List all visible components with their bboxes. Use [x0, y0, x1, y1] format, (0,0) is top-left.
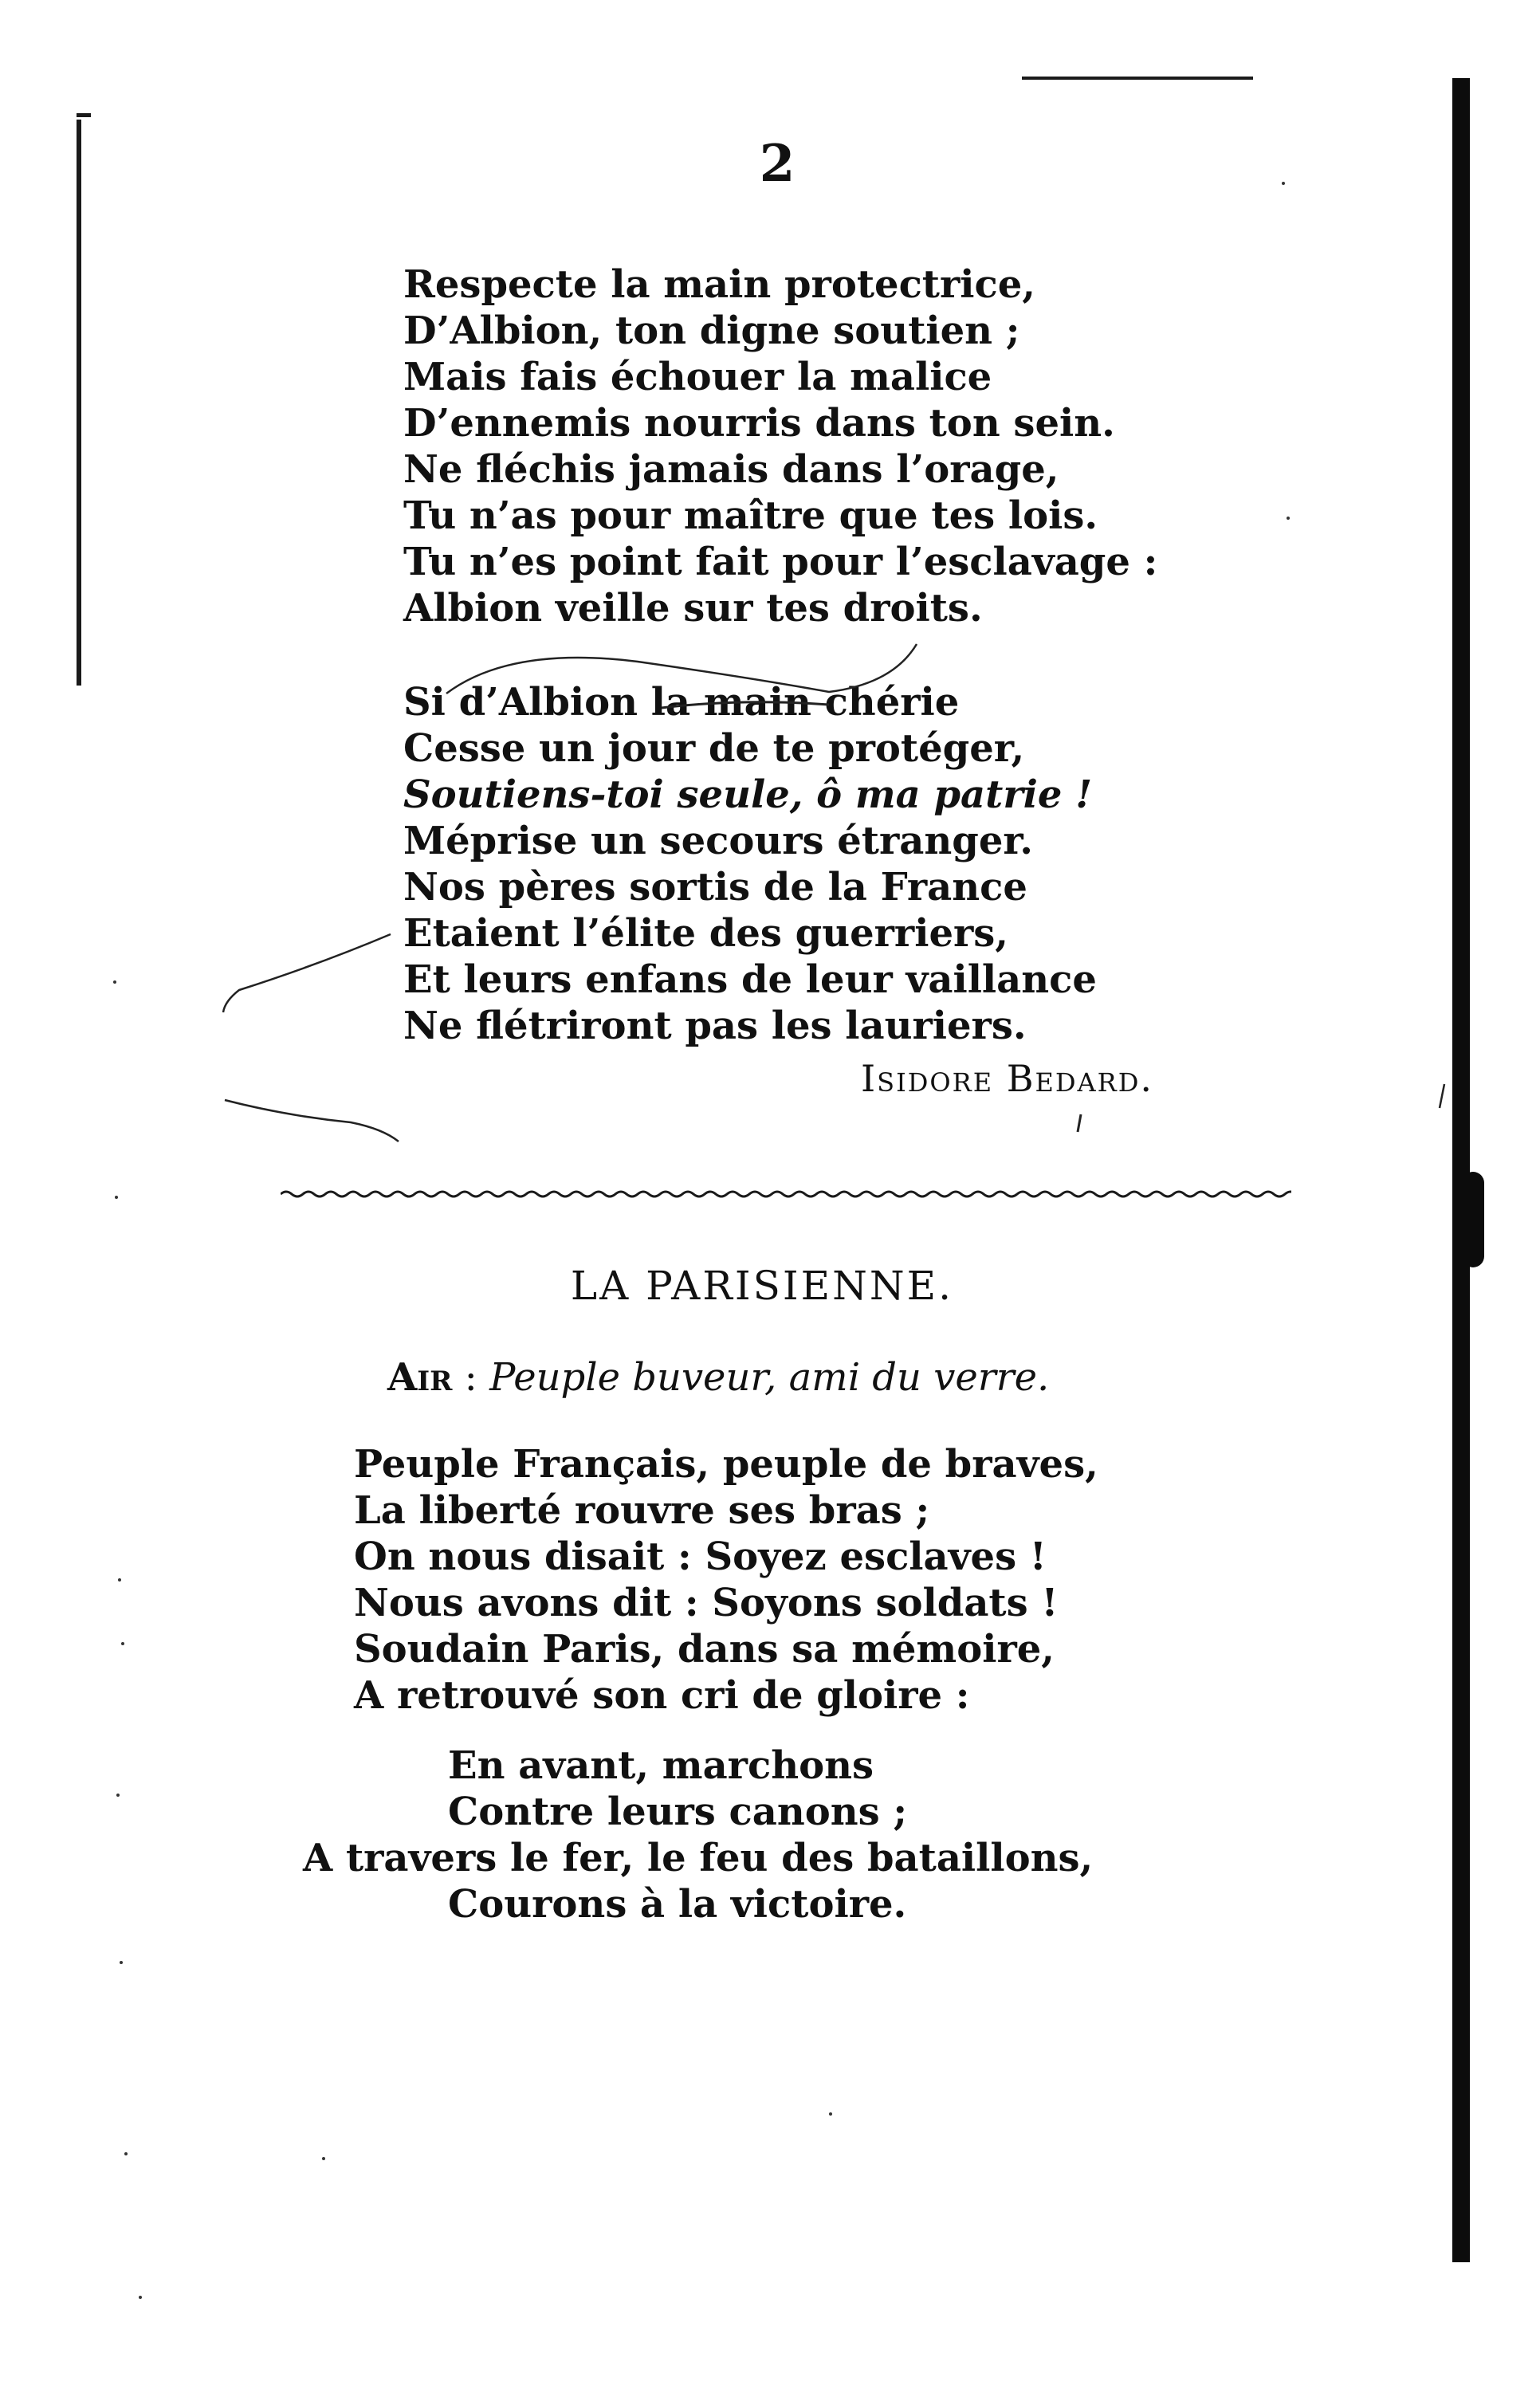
pen-stroke-left-2: [225, 1100, 399, 1141]
verse-line-italic: Soutiens-toi seule, ô ma patrie !: [403, 772, 1093, 817]
air-separator: :: [452, 1355, 490, 1400]
refrain-line: En avant, marchons: [448, 1743, 874, 1788]
binding-edge-notch: [1462, 1172, 1484, 1267]
verse-line: Mais fais échouer la malice: [403, 355, 992, 399]
verse-line: A retrouvé son cri de gloire :: [354, 1673, 970, 1718]
refrain-line: Contre leurs canons ;: [448, 1790, 908, 1834]
stanza-1: [403, 261, 1157, 631]
verse-line: Et leurs enfans de leur vaillance: [403, 957, 1097, 1002]
margin-bracket-mark: [77, 120, 81, 686]
pen-stroke-left-1: [223, 934, 391, 1012]
binding-edge-shadow: [1452, 78, 1470, 2262]
verse-line: Tu n’es point fait pour l’esclavage :: [403, 540, 1158, 584]
verse-line: Soudain Paris, dans sa mémoire,: [354, 1627, 1055, 1672]
verse-line: On nous disait : Soyez esclaves !: [354, 1534, 1047, 1579]
song-title-text: LA PARISIENNE.: [570, 1263, 954, 1309]
pen-tick: [1078, 1114, 1081, 1132]
verse-line: Nos pères sortis de la France: [403, 865, 1027, 910]
stanza-3: [354, 1441, 1098, 1719]
verse-line: Nous avons dit : Soyons soldats !: [354, 1581, 1059, 1625]
stanza-2: [403, 679, 1097, 1049]
verse-line: Tu n’as pour maître que tes lois.: [403, 493, 1098, 538]
air-label: Air: [387, 1355, 453, 1400]
song-title: [0, 1263, 1540, 1309]
tune-indication: [387, 1355, 1049, 1400]
refrain: [303, 1743, 1093, 1927]
page-number: 2: [759, 134, 796, 194]
wavy-divider: [281, 1188, 1291, 1200]
verse-line: D’Albion, ton digne soutien ;: [403, 308, 1020, 353]
author-signature: Isidore Bedard.: [861, 1057, 1153, 1100]
verse-line: D’ennemis nourris dans ton sein.: [403, 401, 1115, 446]
pen-stroke-right: [1440, 1084, 1444, 1108]
verse-line: Cesse un jour de te protéger,: [403, 726, 1025, 771]
top-margin-rule: [1022, 77, 1253, 80]
verse-line: Ne fléchis jamais dans l’orage,: [403, 447, 1059, 492]
verse-line: Si d’Albion la main chérie: [403, 680, 960, 725]
verse-line: Ne flétriront pas les lauriers.: [403, 1004, 1027, 1048]
verse-line: Méprise un secours étranger.: [403, 819, 1033, 863]
refrain-line: Courons à la victoire.: [448, 1882, 907, 1927]
verse-line: Etaient l’élite des guerriers,: [403, 911, 1008, 956]
verse-line: Albion veille sur tes droits.: [403, 586, 983, 631]
verse-line: La liberté rouvre ses bras ;: [354, 1488, 930, 1533]
margin-bracket-cap: [77, 113, 91, 117]
refrain-line: A travers le fer, le feu des bataillons,: [303, 1836, 1094, 1880]
air-tune: Peuple buveur, ami du verre.: [489, 1355, 1050, 1400]
verse-line: Respecte la main protectrice,: [403, 262, 1035, 307]
verse-line: Peuple Français, peuple de braves,: [354, 1442, 1098, 1487]
